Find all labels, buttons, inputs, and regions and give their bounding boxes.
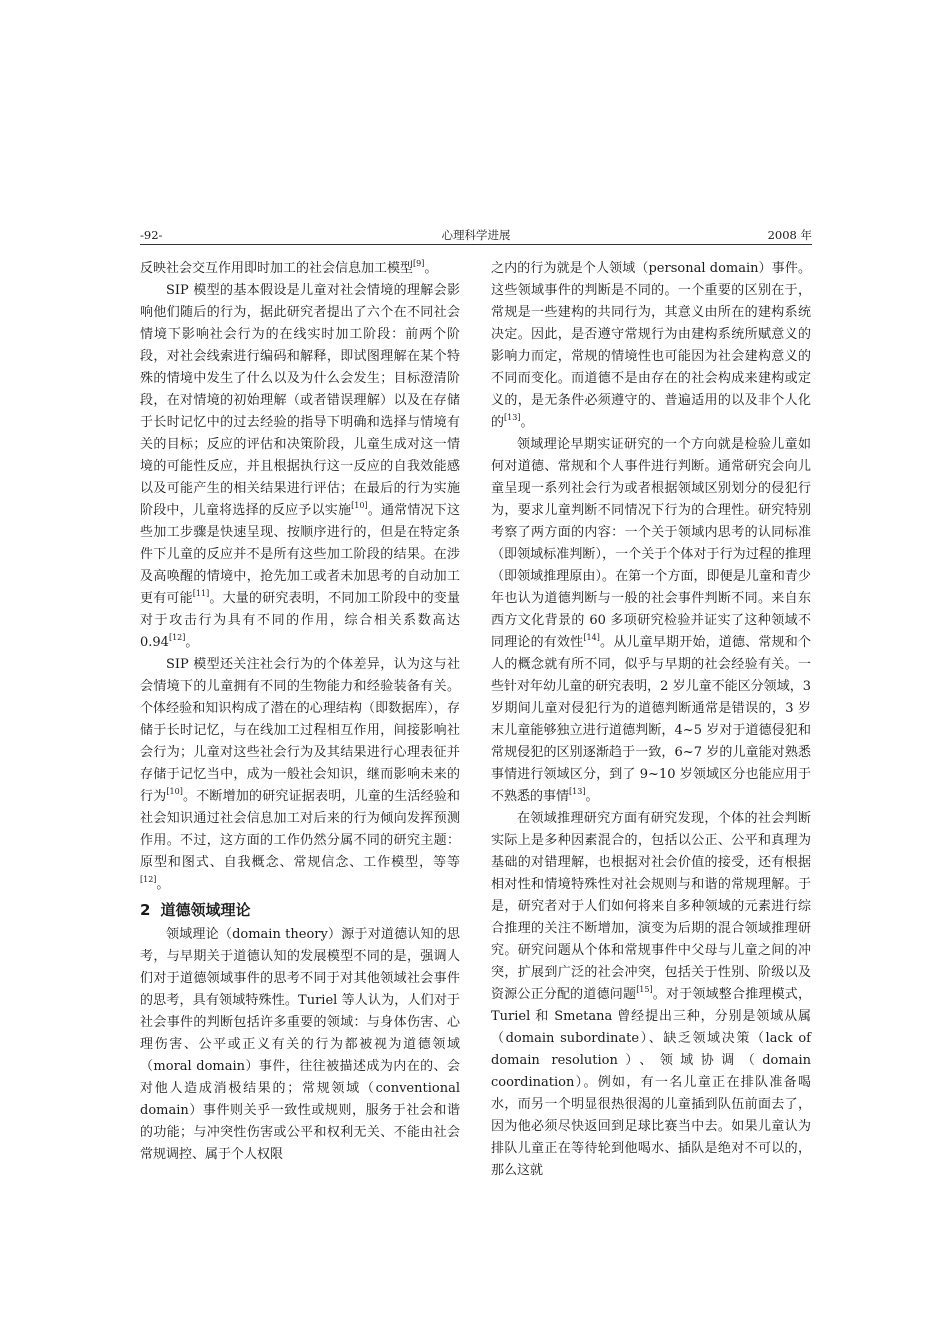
citation[interactable]: [14]: [583, 633, 600, 642]
citation[interactable]: [13]: [504, 413, 521, 422]
section-heading: [140, 898, 460, 922]
right-column: [491, 258, 811, 1182]
citation[interactable]: [10]: [166, 787, 183, 796]
section-number: 2: [140, 901, 151, 919]
citation[interactable]: [13]: [569, 787, 586, 796]
paragraph-personal-domain: 之内的行为就是个人领域（personal domain）事件。这些领域事件的判断是不同的。一个重要的区别在于，常规是一些建构的共同行为，其意义由所在的建构系统决定。因此，是否遵守常规行为由建构系统所赋意义的影响力而定，常规的情境性也可能因为社会建构意义的不同而变化。而道德不是由存在的社会构成来建构或定义的，是无条件必须遵守的、普遍适用的以及非个人化的[13]。: [491, 261, 811, 430]
citation[interactable]: [11]: [192, 589, 210, 598]
running-header: [140, 226, 812, 245]
paragraph-sip-assumptions: SIP 模型的基本假设是儿童对社会情境的理解会影响他们随后的行为，据此研究者提出了六个在不同社会情境下影响社会行为的在线实时加工阶段：前两个阶段，对社会线索进行编码和解释，即试图理解在某个特殊的情境中发生了什么以及为什么会发生；目标澄清阶段，在对情境的初始理解（或者错误理解）以及在存储于长时记忆中的过去经验的指导下明确和选择与情境有关的目标；反应的评估和决策阶段，儿童生成对这一情境的可能性反应，并且根据执行这一反应的自我效能感以及可能产生的相关结果进行评估；在最后的行为实施阶段中，儿童将选择的反应予以实施[10]。通常情况下这些加工步骤是快速呈现、按顺序进行的，但是在特定条件下儿童的反应并不是所有这些加工阶段的结果。在涉及高唤醒的情境中，抢先加工或者未加思考的自动加工更有可能[11]。大量的研究表明，不同加工阶段中的变量对于攻击行为具有不同的作用，综合相关系数高达 0.94[12]。: [140, 283, 460, 650]
paragraph-early-research: 领域理论早期实证研究的一个方向就是检验儿童如何对道德、常规和个人事件进行判断。通常研究会向儿童呈现一系列社会行为或者根据领域区别划分的侵犯行为，要求儿童判断不同情况下行为的合理性。研究特别考察了两方面的内容：一个关于领域内思考的认同标准（即领域标准判断），一个关于个体对于行为过程的推理（即领域推理原由）。在第一个方面，即便是儿童和青少年也认为道德判断与一般的社会事件判断不同。来自东西方文化背景的 60 多项研究检验并证实了这种领域不同理论的有效性[14]。从儿童早期开始，道德、常规和个人的概念就有所不同，似乎与早期的社会经验有关。一些针对年幼儿童的研究表明，2 岁儿童不能区分领域，3 岁期间儿童对侵犯行为的道德判断通常是错误的，3 岁末儿童能够独立进行道德判断，4~5 岁对于道德侵犯和常规侵犯的区别逐渐趋于一致，6~7 岁的儿童能对熟悉事情进行领域区分，到了 9~10 岁领域区分也能应用于不熟悉的事情[13]。: [491, 437, 811, 804]
paragraph-sip-individual-differences: SIP 模型还关注社会行为的个体差异，认为这与社会情境下的儿童拥有不同的生物能力和经验装备有关。个体经验和知识构成了潜在的心理结构（即数据库），存储于长时记忆，与在线加工过程相互作用，间接影响社会行为；儿童对这些社会行为及其结果进行心理表征并存储于记忆当中，成为一般社会知识，继而影响未来的行为[10]。不断增加的研究证据表明，儿童的生活经验和社会知识通过社会信息加工对后来的行为倾向发挥预测作用。不过，这方面的工作仍然分属不同的研究主题：原型和图式、自我概念、常规信念、工作模型，等等[12]。: [140, 657, 460, 892]
paragraph-continued: 反映社会交互作用即时加工的社会信息加工模型[9]。: [140, 259, 438, 276]
citation[interactable]: [12]: [168, 633, 186, 642]
page-number: -92-: [140, 228, 163, 242]
left-column: [140, 258, 460, 1166]
citation[interactable]: [15]: [636, 985, 653, 994]
paragraph-domain-theory: 领域理论（domain theory）源于对道德认知的思考，与早期关于道德认知的发展模型不同的是，强调人们对于道德领域事件的思考不同于对其他领域社会事件的思考，具有领域特殊性。Turiel 等人认为，人们对于社会事件的判断包括许多重要的领域：与身体伤害、心理伤害、公平或正义有关的行为都被视为道德领域（moral domain）事件，往往被描述成为内在的、会对他人造成消极结果的；常规领域（conventional domain）事件则关乎一致性或规则，服务于社会和谐的功能；与冲突性伤害或公平和权利无关、不能由社会常规调控、属于个人权限: [140, 927, 460, 1162]
citation[interactable]: [12]: [140, 875, 157, 884]
paragraph-domain-reasoning: 在领域推理研究方面有研究发现，个体的社会判断实际上是多种因素混合的，包括以公正、公平和真理为基础的对错理解，也根据对社会价值的接受，还有根据相对性和情境特殊性对社会规则与和谐的常规理解。于是，研究者对于人们如何将来自多种领域的元素进行综合推理的关注不断增加，演变为后期的混合领域推理研究。研究问题从个体和常规事件中父母与儿童之间的冲突，扩展到广泛的社会冲突，包括关于性别、阶级以及资源公正分配的道德问题[15]。对于领域整合推理模式，Turiel 和 Smetana 曾经提出三种，分别是领域从属（domain subordinate）、缺乏领域决策（lack of domain resolution）、领域协调（domain coordination）。例如，有一名儿童正在排队准备喝水，而另一个明显很热很渴的儿童插到队伍前面去了，因为他必须尽快返回到足球比赛当中去。如果儿童认为排队儿童正在等待轮到他喝水、插队是绝对不可以的，那么这就: [491, 811, 811, 1178]
journal-title: 心理科学进展: [441, 228, 511, 242]
publication-year: 2008 年: [767, 228, 812, 242]
citation[interactable]: [9]: [413, 259, 425, 268]
section-title: 道德领域理论: [160, 901, 251, 919]
citation[interactable]: [10]: [351, 501, 368, 510]
